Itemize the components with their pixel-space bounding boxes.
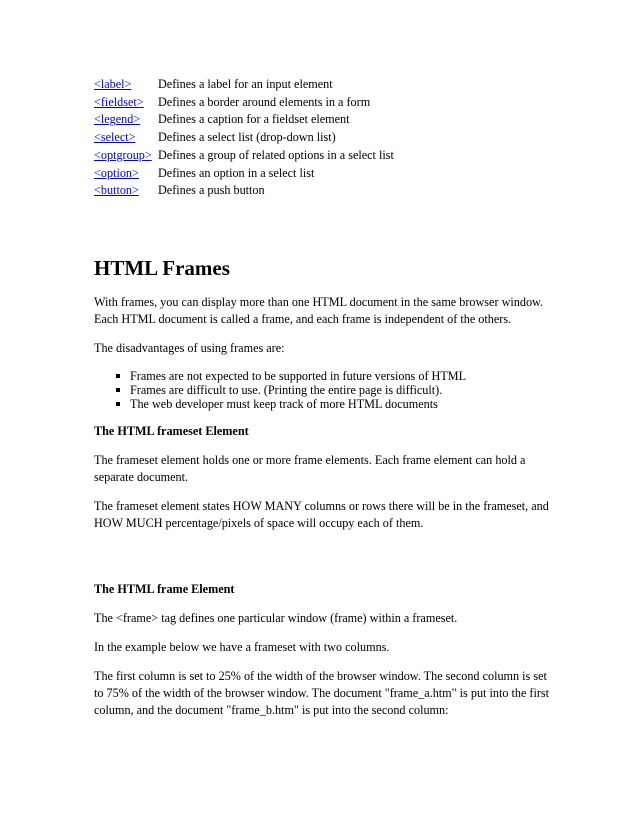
table-row: [94, 147, 394, 165]
list-item: Frames are difficult to use. (Printing the entire page is difficult).: [130, 383, 554, 397]
frame-paragraph-1: The <frame> tag defines one particular window (frame) within a frameset.: [94, 610, 458, 625]
tag-description: Defines a push button: [158, 183, 265, 198]
frameset-heading: The HTML frameset Element: [94, 423, 249, 438]
frame-paragraph-2: In the example below we have a frameset with two columns.: [94, 639, 390, 654]
tag-link-label[interactable]: <label>: [94, 77, 132, 91]
table-row: [94, 165, 394, 183]
table-row: [94, 76, 394, 94]
tag-link-select[interactable]: <select>: [94, 130, 136, 145]
table-row: [94, 182, 394, 200]
tag-description: Defines a border around elements in a form: [158, 94, 371, 109]
frameset-paragraph-1: The frameset element holds one or more frame elements. Each frame element can hold a separate document.: [94, 452, 526, 484]
square-bullet-icon: [116, 374, 120, 378]
tag-description: Defines a select list (drop-down list): [158, 130, 336, 145]
disadvantages-list: [94, 369, 554, 411]
tag-link-option[interactable]: <option>: [94, 165, 139, 180]
square-bullet-icon: [116, 402, 120, 406]
table-row: [94, 129, 394, 147]
tag-link-button[interactable]: <button>: [94, 183, 139, 198]
tag-description: Defines a group of related options in a select list: [158, 147, 394, 162]
disadvantages-intro: The disadvantages of using frames are:: [94, 340, 285, 355]
frames-heading: HTML Frames: [94, 255, 230, 280]
frameset-paragraph-2: The frameset element states HOW MANY columns or rows there will be in the frameset, and HOW MUCH percentage/pixels of space will occupy each of them.: [94, 498, 549, 530]
tag-link-optgroup[interactable]: <optgroup>: [94, 147, 152, 162]
frame-heading: The HTML frame Element: [94, 581, 235, 596]
tag-link-fieldset[interactable]: <fieldset>: [94, 94, 144, 109]
tag-description: Defines an option in a select list: [158, 165, 315, 180]
frame-paragraph-3: The first column is set to 25% of the width of the browser window. The second column is set to 75% of the width of the browser window. The document "frame_a.htm" is put into the first column, and the document "frame_b.htm" is put into the second column:: [94, 668, 550, 717]
tag-description: Defines a caption for a fieldset element: [158, 112, 350, 127]
table-row: [94, 94, 394, 112]
tag-description: Defines a label for an input element: [158, 77, 333, 91]
square-bullet-icon: [116, 388, 120, 392]
document-page: [94, 76, 554, 731]
list-item: Frames are not expected to be supported in future versions of HTML: [130, 369, 554, 383]
table-row: [94, 111, 394, 129]
tag-reference-table: [94, 76, 394, 200]
frames-intro: With frames, you can display more than one HTML document in the same browser window. Each HTML document is called a frame, and each frame is independent of the others.: [94, 294, 544, 326]
section-spacer: [94, 544, 554, 581]
list-item: The web developer must keep track of more HTML documents: [130, 397, 554, 411]
tag-link-legend[interactable]: <legend>: [94, 112, 141, 127]
